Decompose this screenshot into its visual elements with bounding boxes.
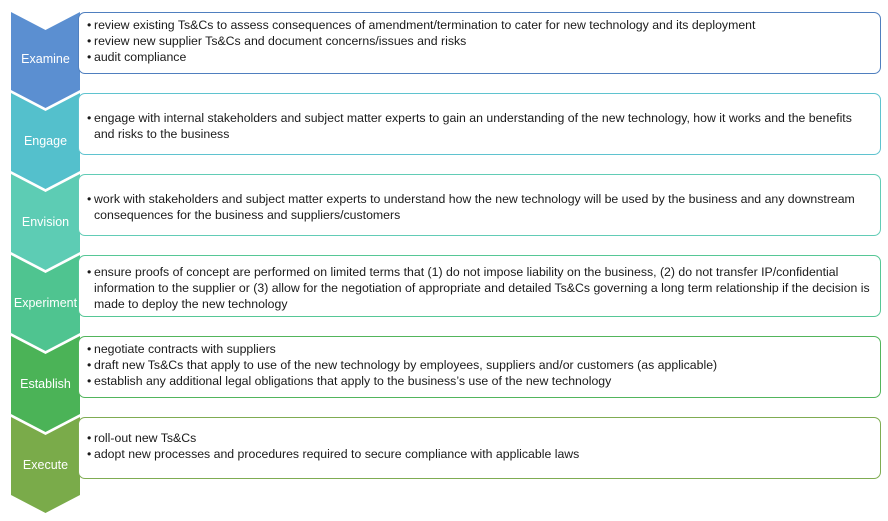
bullet-item: • engage with internal stakeholders and subject matter experts to gain an understanding of the new technology, how it works and the benefits and risks to the business	[87, 111, 852, 141]
bullet-item: • audit compliance	[87, 50, 187, 64]
step-box-experiment	[78, 255, 881, 317]
bullet-item: • review existing Ts&Cs to assess consequences of amendment/termination to cater for new technology and its deployment	[87, 18, 756, 32]
bullet-item: • ensure proofs of concept are performed on limited terms that (1) do not impose liability on the business, (2) do not transfer IP/confidential information to the supplier or (3) allow for the negotiation of appropriate and detailed Ts&Cs governing a long term relationship if the decision is made to deploy the new technology	[87, 265, 870, 311]
bullet-item: • review new supplier Ts&Cs and document concerns/issues and risks	[87, 34, 467, 48]
bullet-item: • adopt new processes and procedures required to secure compliance with applicable laws	[87, 447, 580, 461]
step-box-execute	[78, 417, 881, 479]
bullet-item: • work with stakeholders and subject matter experts to understand how the new technology will be used by the business and any downstream consequences for the business and suppliers/customers	[87, 192, 855, 222]
step-label-envision: Envision	[21, 215, 70, 229]
step-box-envision	[78, 174, 881, 236]
step-label-engage: Engage	[23, 134, 68, 148]
step-label-execute: Execute	[22, 458, 69, 472]
bullet-item: • negotiate contracts with suppliers	[87, 342, 276, 356]
step-label-examine: Examine	[21, 52, 70, 66]
step-label-experiment: Experiment	[13, 296, 78, 310]
bullet-item: • draft new Ts&Cs that apply to use of the new technology by employees, suppliers and/or customers (as applicable)	[87, 358, 718, 372]
bullet-item: • roll-out new Ts&Cs	[87, 431, 197, 445]
step-box-engage	[78, 93, 881, 155]
bullet-item: • establish any additional legal obligations that apply to the business’s use of the new technology	[87, 374, 612, 388]
step-box-examine	[78, 12, 881, 74]
step-box-establish	[78, 336, 881, 398]
step-label-establish: Establish	[20, 377, 71, 391]
